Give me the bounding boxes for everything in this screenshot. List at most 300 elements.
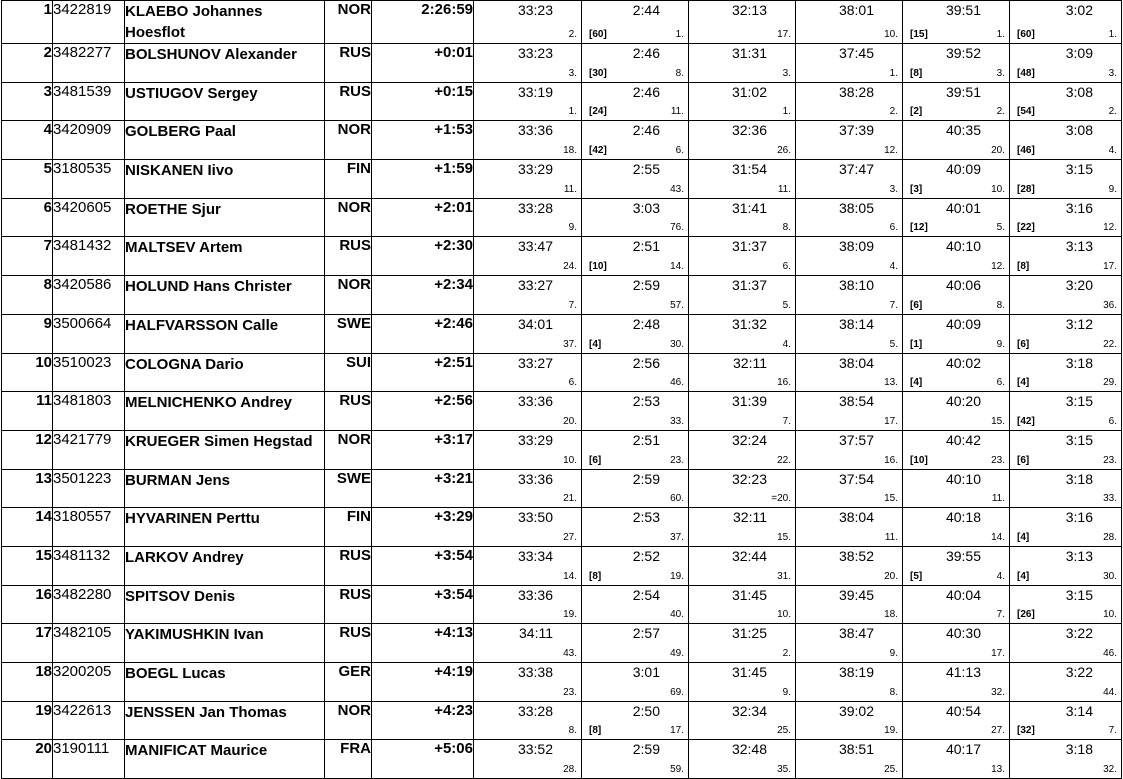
stage-time: 37:54: [838, 470, 874, 487]
stage-time: 40:42: [945, 431, 981, 448]
stage-position: =20.: [771, 493, 791, 505]
stage-time: 33:36: [517, 393, 553, 410]
stage-position: 1.: [675, 29, 684, 40]
fis-code-cell: 3482277: [53, 44, 125, 83]
athlete-name-cell: MELNICHENKO Andrey: [125, 392, 325, 431]
stage-time: 39:52: [945, 45, 981, 61]
stage-position: 20.: [884, 570, 898, 582]
athlete-name-cell: HYVARINEN Perttu: [125, 508, 325, 547]
nation-cell: RUS: [325, 237, 372, 276]
fis-code-cell: 3420586: [53, 276, 125, 315]
stage-result-cell: [582, 1, 689, 44]
athlete-name-cell: KLAEBO Johannes Hoesflot: [125, 1, 325, 44]
stage-time: 38:04: [838, 509, 874, 526]
table-row: [2, 663, 1122, 702]
stage-result-cell: [474, 160, 582, 199]
stage-time: 33:38: [517, 664, 553, 680]
stage-position: 11.: [991, 493, 1005, 505]
stage-result-cell: [1010, 740, 1122, 779]
stage-time: 38:51: [838, 741, 874, 758]
stage-time: 40:01: [945, 199, 981, 216]
stage-time: 40:35: [945, 122, 981, 139]
stage-time: 40:10: [945, 238, 981, 255]
stage-position: 46.: [670, 377, 684, 389]
stage-position: 35.: [777, 764, 791, 776]
nation-cell: NOR: [325, 1, 372, 44]
nation-cell: NOR: [325, 121, 372, 160]
total-time-cell: 2:26:59: [372, 1, 474, 44]
athlete-name-cell: BOEGL Lucas: [125, 663, 325, 702]
stage-time: 40:20: [945, 393, 981, 410]
stage-result-cell: [689, 353, 796, 392]
stage-time: 38:10: [838, 277, 874, 294]
stage-position: 20.: [991, 145, 1005, 157]
stage-time: 2:51: [632, 238, 660, 255]
bonus-seconds: [48]: [1017, 67, 1035, 79]
stage-position: 15.: [777, 531, 791, 543]
stage-time: 40:10: [945, 470, 981, 487]
stage-position: 1.: [889, 67, 898, 79]
nation-cell: NOR: [325, 198, 372, 237]
stage-position: 5.: [889, 338, 898, 350]
stage-time: 34:11: [519, 625, 553, 642]
stage-result-cell: [796, 237, 903, 276]
stage-position: 2.: [996, 106, 1005, 118]
stage-position: 1.: [996, 29, 1005, 40]
stage-result-cell: [1010, 82, 1122, 121]
stage-result-cell: [689, 469, 796, 508]
stage-position: 12.: [1103, 222, 1117, 234]
stage-position: 23.: [670, 454, 684, 466]
stage-result-cell: [1010, 121, 1122, 160]
table-row: [2, 160, 1122, 199]
rank-cell: 17: [2, 624, 53, 663]
fis-code-cell: 3501223: [53, 469, 125, 508]
table-row: [2, 44, 1122, 83]
bonus-seconds: [8]: [910, 67, 923, 79]
fis-code-cell: 3481432: [53, 237, 125, 276]
stage-position: 22.: [1103, 338, 1117, 350]
fis-code-cell: 3500664: [53, 314, 125, 353]
stage-result-cell: [903, 237, 1010, 276]
athlete-name-cell: YAKIMUSHKIN Ivan: [125, 624, 325, 663]
stage-result-cell: [582, 508, 689, 547]
stage-position: 8.: [996, 299, 1005, 311]
stage-position: 37.: [563, 338, 577, 350]
fis-code-cell: 3481132: [53, 546, 125, 585]
stage-time: 40:04: [945, 586, 981, 603]
stage-position: 10.: [1103, 609, 1117, 621]
bonus-seconds: [12]: [910, 222, 928, 234]
stage-time: 2:51: [632, 431, 660, 448]
nation-cell: SWE: [325, 314, 372, 353]
stage-position: 2.: [889, 106, 898, 118]
stage-position: 15.: [884, 493, 898, 505]
stage-position: 22.: [777, 454, 791, 466]
stage-result-cell: [582, 701, 689, 740]
stage-result-cell: [796, 546, 903, 585]
total-time-cell: +2:01: [372, 198, 474, 237]
stage-result-cell: [903, 121, 1010, 160]
stage-time: 37:57: [838, 431, 874, 448]
stage-result-cell: [1010, 353, 1122, 392]
stage-result-cell: [796, 392, 903, 431]
stage-time: 31:45: [731, 664, 767, 680]
table-row: [2, 469, 1122, 508]
stage-time: 31:54: [731, 161, 767, 178]
stage-position: 23.: [1103, 454, 1117, 466]
bonus-seconds: [10]: [589, 261, 607, 273]
stage-result-cell: [796, 469, 903, 508]
stage-position: 6.: [996, 377, 1005, 389]
rank-cell: 5: [2, 160, 53, 199]
stage-position: 9.: [1108, 183, 1117, 195]
stage-time: 38:09: [838, 238, 874, 255]
bonus-seconds: [28]: [1017, 183, 1035, 195]
stage-position: 8.: [889, 686, 898, 698]
stage-result-cell: [689, 663, 796, 702]
athlete-name-cell: BOLSHUNOV Alexander: [125, 44, 325, 83]
stage-position: 29.: [1103, 377, 1117, 389]
stage-position: 11.: [884, 531, 898, 543]
results-body: [2, 1, 1122, 779]
stage-position: 18.: [563, 145, 577, 157]
stage-result-cell: [474, 546, 582, 585]
bonus-seconds: [4]: [589, 338, 602, 350]
bonus-seconds: [24]: [589, 106, 607, 118]
stage-result-cell: [689, 44, 796, 83]
stage-time: 38:28: [838, 83, 874, 100]
bonus-seconds: [32]: [1017, 725, 1035, 737]
athlete-name-cell: USTIUGOV Sergey: [125, 82, 325, 121]
nation-cell: RUS: [325, 624, 372, 663]
stage-result-cell: [903, 585, 1010, 624]
stage-result-cell: [582, 469, 689, 508]
athlete-name-cell: NISKANEN Iivo: [125, 160, 325, 199]
stage-position: 3.: [996, 67, 1005, 79]
stage-result-cell: [796, 160, 903, 199]
rank-cell: 1: [2, 1, 53, 44]
rank-cell: 8: [2, 276, 53, 315]
stage-position: 17.: [991, 648, 1005, 659]
stage-time: 32:34: [731, 702, 767, 719]
stage-time: 41:13: [945, 664, 981, 680]
stage-time: 33:28: [517, 199, 553, 216]
stage-result-cell: [796, 121, 903, 160]
rank-cell: 13: [2, 469, 53, 508]
stage-result-cell: [474, 508, 582, 547]
bonus-seconds: [6]: [1017, 338, 1030, 350]
fis-code-cell: 3200205: [53, 663, 125, 702]
athlete-name-cell: JENSSEN Jan Thomas: [125, 701, 325, 740]
bonus-seconds: [4]: [1017, 570, 1030, 582]
stage-time: 3:18: [1065, 470, 1093, 487]
bonus-seconds: [22]: [1017, 222, 1035, 234]
nation-cell: NOR: [325, 430, 372, 469]
stage-result-cell: [582, 740, 689, 779]
stage-time: 3:13: [1065, 238, 1093, 255]
stage-result-cell: [1010, 160, 1122, 199]
stage-position: 27.: [991, 725, 1005, 737]
bonus-seconds: [6]: [1017, 454, 1030, 466]
stage-result-cell: [689, 314, 796, 353]
stage-result-cell: [903, 198, 1010, 237]
stage-time: 38:05: [838, 199, 874, 216]
stage-result-cell: [689, 160, 796, 199]
stage-time: 3:15: [1065, 431, 1093, 448]
rank-cell: 10: [2, 353, 53, 392]
stage-result-cell: [689, 508, 796, 547]
stage-position: 21.: [563, 493, 577, 505]
stage-position: 25.: [777, 725, 791, 737]
stage-position: 10.: [884, 29, 898, 40]
athlete-name-cell: HOLUND Hans Christer: [125, 276, 325, 315]
stage-time: 2:59: [632, 470, 660, 487]
total-time-cell: +2:56: [372, 392, 474, 431]
table-row: [2, 276, 1122, 315]
stage-position: 4.: [996, 570, 1005, 582]
stage-position: 32.: [991, 686, 1005, 698]
stage-time: 37:39: [838, 122, 874, 139]
stage-position: 14.: [991, 531, 1005, 543]
stage-time: 33:29: [517, 161, 553, 178]
stage-time: 33:47: [517, 238, 553, 255]
stage-position: 3.: [1108, 67, 1117, 79]
athlete-name-cell: MANIFICAT Maurice: [125, 740, 325, 779]
stage-position: 57.: [670, 299, 684, 311]
bonus-seconds: [10]: [910, 454, 928, 466]
stage-result-cell: [903, 276, 1010, 315]
bonus-seconds: [15]: [910, 29, 928, 40]
stage-result-cell: [689, 237, 796, 276]
stage-position: 1.: [568, 106, 577, 118]
stage-position: 2.: [568, 29, 577, 40]
stage-result-cell: [1010, 508, 1122, 547]
stage-position: 19.: [670, 570, 684, 582]
stage-position: 12.: [991, 261, 1005, 273]
stage-result-cell: [689, 701, 796, 740]
stage-time: 32:48: [731, 741, 767, 758]
stage-time: 3:01: [632, 664, 660, 680]
stage-result-cell: [474, 1, 582, 44]
bonus-seconds: [2]: [910, 106, 923, 118]
stage-time: 31:31: [731, 45, 767, 61]
stage-result-cell: [474, 585, 582, 624]
stage-result-cell: [474, 353, 582, 392]
stage-result-cell: [689, 430, 796, 469]
bonus-seconds: [6]: [589, 454, 602, 466]
stage-result-cell: [903, 160, 1010, 199]
stage-time: 40:18: [945, 509, 981, 526]
stage-time: 33:36: [517, 470, 553, 487]
stage-time: 39:45: [838, 586, 874, 603]
stage-position: 30.: [1103, 570, 1117, 582]
stage-time: 32:36: [731, 122, 767, 139]
athlete-name-cell: ROETHE Sjur: [125, 198, 325, 237]
stage-time: 33:23: [517, 2, 553, 18]
bonus-seconds: [42]: [589, 145, 607, 157]
stage-time: 39:51: [945, 2, 981, 18]
stage-time: 37:45: [838, 45, 874, 61]
stage-time: 38:52: [838, 547, 874, 564]
stage-position: 23.: [991, 454, 1005, 466]
stage-time: 31:25: [731, 625, 767, 642]
total-time-cell: +2:51: [372, 353, 474, 392]
stage-time: 34:01: [517, 315, 553, 332]
total-time-cell: +0:01: [372, 44, 474, 83]
stage-result-cell: [796, 663, 903, 702]
stage-position: 13.: [884, 377, 898, 389]
stage-position: 43.: [670, 183, 684, 195]
nation-cell: RUS: [325, 392, 372, 431]
stage-time: 2:46: [632, 83, 660, 100]
table-row: [2, 624, 1122, 663]
stage-time: 33:27: [517, 277, 553, 294]
stage-time: 32:24: [731, 431, 767, 448]
stage-time: 32:11: [733, 354, 767, 371]
stage-position: 7.: [889, 299, 898, 311]
stage-time: 3:12: [1065, 315, 1093, 332]
stage-result-cell: [903, 624, 1010, 663]
stage-result-cell: [689, 585, 796, 624]
stage-result-cell: [796, 353, 903, 392]
stage-result-cell: [582, 663, 689, 702]
stage-time: 3:02: [1065, 2, 1093, 18]
stage-position: 59.: [670, 764, 684, 776]
bonus-seconds: [5]: [910, 570, 923, 582]
stage-time: 31:37: [731, 238, 767, 255]
athlete-name-cell: BURMAN Jens: [125, 469, 325, 508]
stage-position: 18.: [884, 609, 898, 621]
total-time-cell: +1:59: [372, 160, 474, 199]
stage-position: 13.: [991, 764, 1005, 776]
stage-result-cell: [689, 276, 796, 315]
stage-result-cell: [1010, 314, 1122, 353]
stage-time: 40:09: [945, 161, 981, 178]
nation-cell: FRA: [325, 740, 372, 779]
stage-position: 69.: [670, 686, 684, 698]
stage-time: 3:14: [1065, 702, 1093, 719]
stage-position: 5.: [996, 222, 1005, 234]
stage-position: 3.: [782, 67, 791, 79]
stage-result-cell: [1010, 276, 1122, 315]
stage-result-cell: [1010, 392, 1122, 431]
stage-result-cell: [903, 546, 1010, 585]
athlete-name-cell: HALFVARSSON Calle: [125, 314, 325, 353]
stage-position: 9.: [889, 648, 898, 659]
stage-position: 11.: [563, 183, 577, 195]
stage-time: 38:04: [838, 354, 874, 371]
stage-time: 38:47: [838, 625, 874, 642]
stage-position: 27.: [563, 531, 577, 543]
stage-time: 33:52: [517, 741, 553, 758]
nation-cell: GER: [325, 663, 372, 702]
stage-position: 24.: [563, 261, 577, 273]
stage-result-cell: [903, 82, 1010, 121]
stage-result-cell: [1010, 430, 1122, 469]
stage-result-cell: [582, 198, 689, 237]
athlete-name-cell: SPITSOV Denis: [125, 585, 325, 624]
table-row: [2, 740, 1122, 779]
total-time-cell: +2:30: [372, 237, 474, 276]
stage-time: 3:03: [632, 199, 660, 216]
stage-position: 28.: [1103, 531, 1117, 543]
rank-cell: 20: [2, 740, 53, 779]
stage-result-cell: [689, 1, 796, 44]
stage-position: 33.: [670, 415, 684, 427]
stage-result-cell: [689, 392, 796, 431]
stage-time: 3:18: [1065, 741, 1093, 758]
nation-cell: RUS: [325, 585, 372, 624]
stage-position: 7.: [782, 415, 791, 427]
bonus-seconds: [4]: [1017, 377, 1030, 389]
stage-result-cell: [474, 314, 582, 353]
stage-time: 40:09: [945, 315, 981, 332]
nation-cell: FIN: [325, 160, 372, 199]
stage-time: 2:46: [632, 45, 660, 61]
stage-position: 3.: [568, 67, 577, 79]
rank-cell: 18: [2, 663, 53, 702]
stage-result-cell: [474, 198, 582, 237]
stage-result-cell: [582, 314, 689, 353]
rank-cell: 15: [2, 546, 53, 585]
athlete-name-cell: COLOGNA Dario: [125, 353, 325, 392]
stage-position: 10.: [777, 609, 791, 621]
stage-time: 33:34: [517, 547, 553, 564]
fis-code-cell: 3420909: [53, 121, 125, 160]
fis-code-cell: 3422819: [53, 1, 125, 44]
stage-result-cell: [796, 276, 903, 315]
stage-result-cell: [689, 121, 796, 160]
athlete-name-cell: KRUEGER Simen Hegstad: [125, 430, 325, 469]
stage-time: 2:55: [632, 161, 660, 178]
fis-code-cell: 3180535: [53, 160, 125, 199]
total-time-cell: +3:21: [372, 469, 474, 508]
stage-position: 32.: [1103, 764, 1117, 776]
table-row: [2, 1, 1122, 44]
fis-code-cell: 3510023: [53, 353, 125, 392]
total-time-cell: +3:54: [372, 546, 474, 585]
athlete-name-cell: MALTSEV Artem: [125, 237, 325, 276]
stage-position: 2.: [782, 648, 791, 659]
table-row: [2, 82, 1122, 121]
stage-result-cell: [582, 392, 689, 431]
stage-result-cell: [582, 82, 689, 121]
bonus-seconds: [8]: [589, 570, 602, 582]
stage-result-cell: [474, 237, 582, 276]
total-time-cell: +5:06: [372, 740, 474, 779]
bonus-seconds: [4]: [910, 377, 923, 389]
stage-result-cell: [796, 198, 903, 237]
stage-position: 3.: [889, 183, 898, 195]
stage-position: 8.: [782, 222, 791, 234]
stage-result-cell: [1010, 198, 1122, 237]
stage-time: 33:36: [517, 122, 553, 139]
stage-result-cell: [582, 276, 689, 315]
stage-time: 2:56: [632, 354, 660, 371]
stage-position: 49.: [670, 648, 684, 659]
table-row: [2, 701, 1122, 740]
fis-code-cell: 3180557: [53, 508, 125, 547]
stage-position: 9.: [782, 686, 791, 698]
bonus-seconds: [6]: [910, 299, 923, 311]
stage-result-cell: [474, 663, 582, 702]
stage-time: 33:23: [517, 45, 553, 61]
rank-cell: 19: [2, 701, 53, 740]
stage-result-cell: [474, 276, 582, 315]
rank-cell: 2: [2, 44, 53, 83]
stage-result-cell: [903, 44, 1010, 83]
